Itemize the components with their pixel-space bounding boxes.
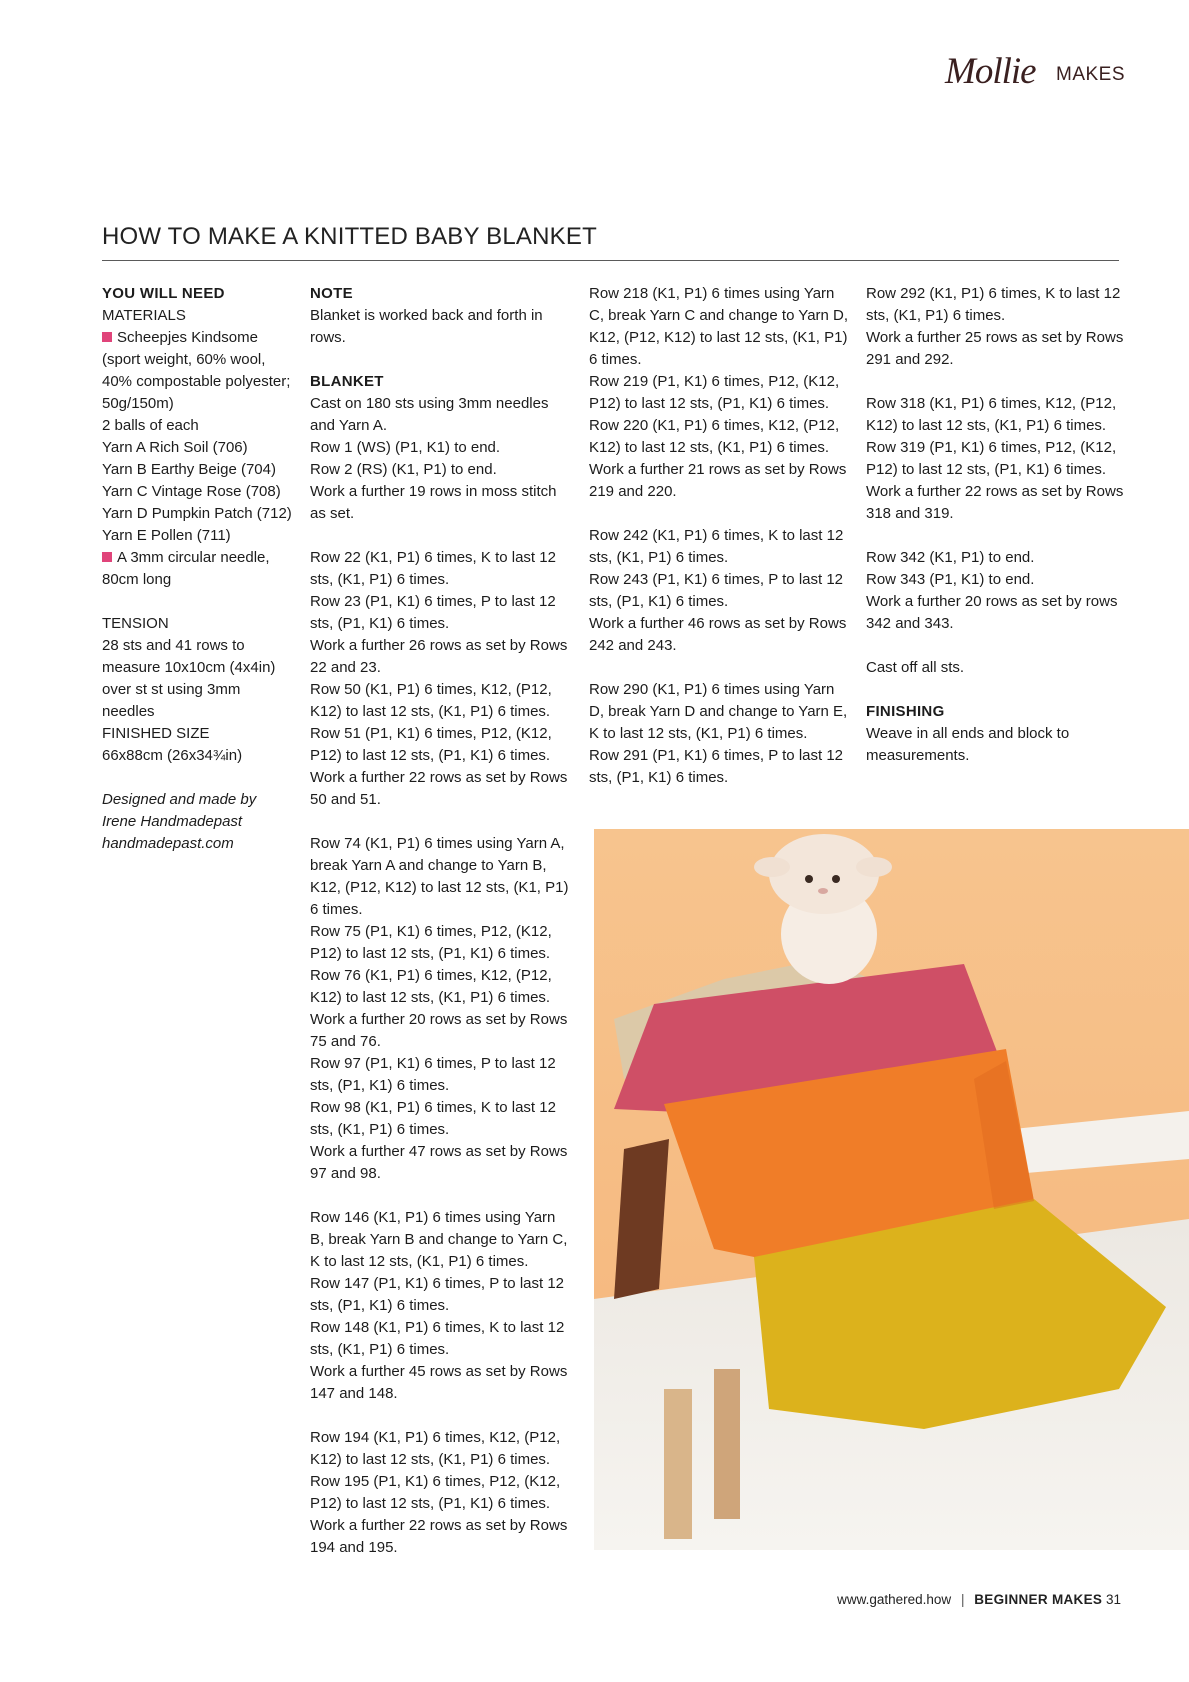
text-line — [310, 1009, 572, 1053]
text-line — [310, 591, 572, 635]
line-text: Row 147 (P1, K1) 6 times, P to last 12 sts, (P1, K1) 6 times. — [310, 1275, 565, 1314]
section-heading — [866, 701, 1128, 723]
text-line — [589, 459, 849, 503]
column-instructions-3 — [866, 283, 1128, 767]
line-text: NOTE — [310, 285, 353, 302]
text-line — [102, 613, 292, 635]
line-text: Row 292 (K1, P1) 6 times, K to last 12 sts, (K1, P1) 6 times. — [866, 285, 1121, 324]
line-text: 66x88cm (26x34¾in) — [102, 747, 243, 764]
line-text: Blanket is worked back and forth in rows. — [310, 307, 543, 346]
text-line — [866, 327, 1128, 371]
line-text: Work a further 45 rows as set by Rows 147 and 148. — [310, 1363, 568, 1402]
text-line — [589, 613, 849, 657]
paragraph-gap — [102, 767, 292, 789]
line-text: Cast on 180 sts using 3mm needles and Yarn A. — [310, 395, 549, 434]
line-text: Row 220 (K1, P1) 6 times, K12, (P12, K12) to last 12 sts, (K1, P1) 6 times. — [589, 417, 840, 456]
text-line — [866, 481, 1128, 525]
text-line — [102, 635, 292, 723]
text-line — [102, 745, 292, 767]
line-text: Cast off all sts. — [866, 659, 965, 676]
text-line — [310, 437, 572, 459]
text-line — [589, 745, 849, 789]
line-text: Yarn A Rich Soil (706) — [102, 439, 248, 456]
logo-word: MAKES — [1056, 64, 1126, 85]
line-text: YOU WILL NEED — [102, 285, 225, 302]
paragraph-gap — [589, 503, 849, 525]
line-text: TENSION — [102, 615, 169, 632]
line-text: Work a further 26 rows as set by Rows 22 and 23. — [310, 637, 568, 676]
line-text: A 3mm circular needle, 80cm long — [102, 549, 270, 588]
column-instructions-2 — [589, 283, 849, 789]
line-text: Yarn E Pollen (711) — [102, 527, 231, 544]
line-text: Yarn B Earthy Beige (704) — [102, 461, 276, 478]
text-line — [310, 1053, 572, 1097]
line-text: Row 243 (P1, K1) 6 times, P to last 12 sts, (P1, K1) 6 times. — [589, 571, 844, 610]
text-line — [589, 569, 849, 613]
bullet-square-icon — [102, 332, 112, 342]
paragraph-gap — [310, 1185, 572, 1207]
line-text: BLANKET — [310, 373, 384, 390]
line-text: FINISHING — [866, 703, 945, 720]
text-line — [589, 525, 849, 569]
line-text: FINISHED SIZE — [102, 725, 210, 742]
text-line — [589, 415, 849, 459]
text-line — [310, 635, 572, 679]
line-text: 28 sts and 41 rows to measure 10x10cm (4x4in) over st st using 3mm needles — [102, 637, 276, 720]
paragraph-gap — [589, 657, 849, 679]
line-text: Scheepjes Kindsome (sport weight, 60% wool, 40% compostable polyester; 50g/150m) — [102, 329, 291, 412]
line-text: Row 242 (K1, P1) 6 times, K to last 12 sts, (K1, P1) 6 times. — [589, 527, 844, 566]
text-line — [102, 459, 292, 481]
line-text: Work a further 21 rows as set by Rows 219 and 220. — [589, 461, 847, 500]
line-text: Row 219 (P1, K1) 6 times, P12, (K12, P12) to last 12 sts, (P1, K1) 6 times. — [589, 373, 840, 412]
line-text: Row 50 (K1, P1) 6 times, K12, (P12, K12) to last 12 sts, (K1, P1) 6 times. — [310, 681, 552, 720]
logo-script: Mollie — [945, 51, 1036, 92]
paragraph-gap — [866, 525, 1128, 547]
text-line — [866, 723, 1128, 767]
line-text: Work a further 47 rows as set by Rows 97 and 98. — [310, 1143, 568, 1182]
paragraph-gap — [310, 811, 572, 833]
text-line — [866, 437, 1128, 481]
footer-separator: | — [960, 1592, 965, 1607]
paragraph-gap — [310, 349, 572, 371]
text-line — [310, 393, 572, 437]
text-line — [310, 547, 572, 591]
text-line — [310, 1361, 572, 1405]
paragraph-gap — [866, 679, 1128, 701]
section-heading — [310, 283, 572, 305]
footer-url[interactable]: www.gathered.how — [837, 1592, 952, 1607]
line-text: Row 74 (K1, P1) 6 times using Yarn A, break Yarn A and change to Yarn B, K12, (P12, K12) to last 12 sts, (K1, P1) 6 times. — [310, 835, 569, 918]
text-line — [102, 723, 292, 745]
paragraph-gap — [102, 591, 292, 613]
text-line — [310, 1515, 572, 1559]
material-item — [102, 547, 292, 591]
text-line — [589, 371, 849, 415]
line-text: Row 218 (K1, P1) 6 times using Yarn C, break Yarn C and change to Yarn D, K12, (P12, K12) to last 12 sts, (K1, P1) 6 times. — [589, 285, 849, 368]
text-line — [310, 921, 572, 965]
text-line — [866, 393, 1128, 437]
line-text: Row 2 (RS) (K1, P1) to end. — [310, 461, 497, 478]
text-line — [310, 1317, 572, 1361]
material-item — [102, 327, 292, 415]
line-text: Row 291 (P1, K1) 6 times, P to last 12 sts, (P1, K1) 6 times. — [589, 747, 844, 786]
line-text: Yarn D Pumpkin Patch (712) — [102, 505, 292, 522]
line-text: Designed and made by Irene Handmadepast handmadepast.com — [102, 791, 257, 852]
line-text: Row 194 (K1, P1) 6 times, K12, (P12, K12) to last 12 sts, (K1, P1) 6 times. — [310, 1429, 561, 1468]
text-line — [102, 437, 292, 459]
blanket-photo — [594, 829, 1189, 1550]
text-line — [102, 525, 292, 547]
bullet-square-icon — [102, 552, 112, 562]
line-text: Row 318 (K1, P1) 6 times, K12, (P12, K12) to last 12 sts, (K1, P1) 6 times. — [866, 395, 1117, 434]
line-text: MATERIALS — [102, 307, 186, 324]
line-text: Row 343 (P1, K1) to end. — [866, 571, 1035, 588]
brand-logo — [945, 50, 1125, 90]
text-line — [102, 481, 292, 503]
line-text: Work a further 20 rows as set by Rows 75 and 76. — [310, 1011, 568, 1050]
text-line — [866, 547, 1128, 569]
footer-section: BEGINNER MAKES — [974, 1592, 1103, 1607]
text-line — [310, 679, 572, 723]
paragraph-gap — [866, 635, 1128, 657]
text-line — [310, 1273, 572, 1317]
paragraph-gap — [310, 525, 572, 547]
line-text: Row 76 (K1, P1) 6 times, K12, (P12, K12) to last 12 sts, (K1, P1) 6 times. — [310, 967, 552, 1006]
page-title: HOW TO MAKE A KNITTED BABY BLANKET — [102, 223, 597, 250]
text-line — [310, 723, 572, 767]
line-text: Row 1 (WS) (P1, K1) to end. — [310, 439, 501, 456]
line-text: Work a further 25 rows as set by Rows 291 and 292. — [866, 329, 1124, 368]
line-text: Row 148 (K1, P1) 6 times, K to last 12 sts, (K1, P1) 6 times. — [310, 1319, 565, 1358]
text-line — [310, 305, 572, 349]
text-line — [310, 1097, 572, 1141]
text-line — [310, 1427, 572, 1471]
text-line — [310, 459, 572, 481]
line-text: Work a further 22 rows as set by Rows 50 and 51. — [310, 769, 568, 808]
line-text: Row 146 (K1, P1) 6 times using Yarn B, break Yarn B and change to Yarn C, K to last 12 sts, (K1, P1) 6 times. — [310, 1209, 568, 1270]
line-text: Work a further 22 rows as set by Rows 318 and 319. — [866, 483, 1124, 522]
text-line — [589, 283, 849, 371]
text-line — [866, 657, 1128, 679]
text-line — [310, 833, 572, 921]
section-heading — [102, 283, 292, 305]
line-text: Row 23 (P1, K1) 6 times, P to last 12 sts, (P1, K1) 6 times. — [310, 593, 556, 632]
page-footer — [837, 1592, 1121, 1607]
line-text: Work a further 46 rows as set by Rows 242 and 243. — [589, 615, 847, 654]
line-text: Row 75 (P1, K1) 6 times, P12, (K12, P12) to last 12 sts, (P1, K1) 6 times. — [310, 923, 552, 962]
line-text: Row 22 (K1, P1) 6 times, K to last 12 sts, (K1, P1) 6 times. — [310, 549, 556, 588]
text-line — [310, 767, 572, 811]
line-text: Row 51 (P1, K1) 6 times, P12, (K12, P12) to last 12 sts, (P1, K1) 6 times. — [310, 725, 552, 764]
paragraph-gap — [310, 1405, 572, 1427]
line-text: Work a further 20 rows as set by rows 342 and 343. — [866, 593, 1118, 632]
section-heading — [310, 371, 572, 393]
text-line — [589, 679, 849, 745]
line-text: Weave in all ends and block to measurements. — [866, 725, 1070, 764]
text-line — [102, 415, 292, 437]
text-line — [866, 283, 1128, 327]
line-text: Row 290 (K1, P1) 6 times using Yarn D, break Yarn D and change to Yarn E, K to last 12 sts, (K1, P1) 6 times. — [589, 681, 848, 742]
line-text: Work a further 22 rows as set by Rows 194 and 195. — [310, 1517, 568, 1556]
column-materials — [102, 283, 292, 855]
line-text: Row 98 (K1, P1) 6 times, K to last 12 sts, (K1, P1) 6 times. — [310, 1099, 556, 1138]
title-rule — [102, 260, 1119, 261]
line-text: Row 97 (P1, K1) 6 times, P to last 12 sts, (P1, K1) 6 times. — [310, 1055, 556, 1094]
line-text: 2 balls of each — [102, 417, 199, 434]
line-text: Row 319 (P1, K1) 6 times, P12, (K12, P12) to last 12 sts, (P1, K1) 6 times. — [866, 439, 1117, 478]
page-number: 31 — [1105, 1592, 1121, 1607]
text-line — [310, 1471, 572, 1515]
line-text: Row 342 (K1, P1) to end. — [866, 549, 1035, 566]
text-line — [310, 1141, 572, 1185]
line-text: Yarn C Vintage Rose (708) — [102, 483, 281, 500]
paragraph-gap — [866, 371, 1128, 393]
text-line — [310, 481, 572, 525]
designer-credit — [102, 789, 292, 855]
text-line — [310, 1207, 572, 1273]
text-line — [102, 305, 292, 327]
text-line — [866, 569, 1128, 591]
line-text: Work a further 19 rows in moss stitch as set. — [310, 483, 557, 522]
column-instructions-1 — [310, 283, 572, 1559]
line-text: Row 195 (P1, K1) 6 times, P12, (K12, P12) to last 12 sts, (P1, K1) 6 times. — [310, 1473, 561, 1512]
text-line — [866, 591, 1128, 635]
text-line — [310, 965, 572, 1009]
text-line — [102, 503, 292, 525]
